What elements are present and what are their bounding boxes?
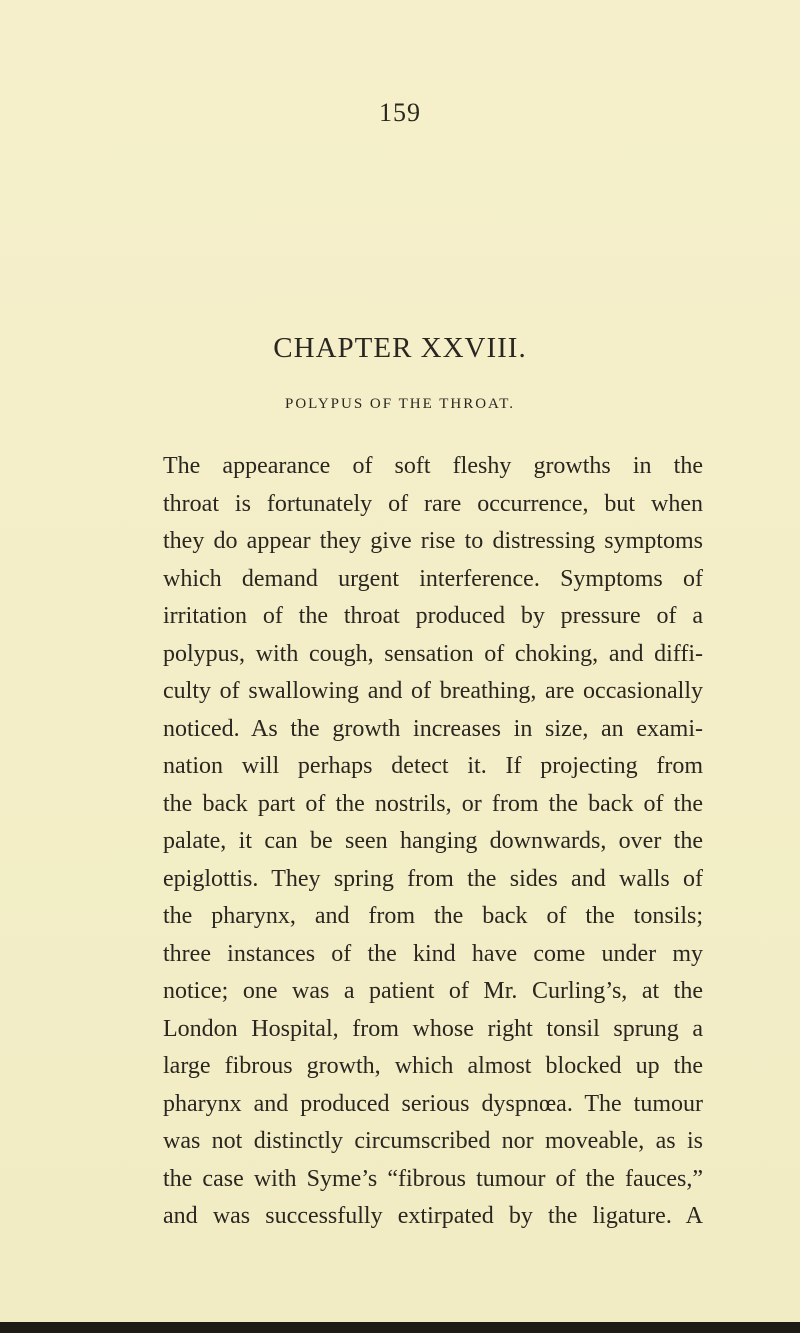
- body-line: the case with Syme’s “fibrous tumour of the fauces,”: [163, 1165, 703, 1192]
- body-line: throat is fortunately of rare occurrence, but when: [163, 490, 703, 517]
- body-line: epiglottis. They spring from the sides and walls of: [163, 865, 703, 892]
- body-line: which demand urgent interference. Symptoms of: [163, 565, 703, 592]
- body-line: pharynx and produced serious dyspnœa. The tumour: [163, 1090, 703, 1117]
- page-number: 159: [379, 98, 421, 127]
- body-line: and was successfully extirpated by the ligature. A: [163, 1203, 703, 1229]
- body-line: London Hospital, from whose right tonsil sprung a: [163, 1015, 703, 1042]
- body-line: they do appear they give rise to distressing symptoms: [163, 528, 703, 554]
- body-line: the pharynx, and from the back of the tonsils;: [163, 903, 703, 929]
- body-line: polypus, with cough, sensation of choking, and diffi-: [163, 640, 703, 667]
- body-line: irritation of the throat produced by pressure of a: [163, 603, 703, 629]
- section-title: POLYPUS OF THE THROAT.: [284, 396, 516, 412]
- body-line: noticed. As the growth increases in size, an exami-: [163, 715, 703, 742]
- body-line: culty of swallowing and of breathing, are occasionally: [163, 678, 703, 704]
- chapter-title: CHAPTER XXVIII.: [273, 332, 527, 364]
- body-line: was not distinctly circumscribed nor moveable, as is: [163, 1128, 703, 1154]
- body-line: the back part of the nostrils, or from the back of the: [163, 790, 703, 817]
- body-text: [163, 448, 703, 1236]
- body-line: nation will perhaps detect it. If projecting from: [163, 753, 703, 779]
- page-bottom-edge: [0, 1322, 800, 1333]
- body-line: notice; one was a patient of Mr. Curling’s, at the: [163, 978, 703, 1004]
- body-line: palate, it can be seen hanging downwards, over the: [163, 828, 703, 854]
- body-line: The appearance of soft fleshy growths in the: [163, 453, 703, 479]
- body-line: large fibrous growth, which almost blocked up the: [163, 1053, 703, 1079]
- body-line: three instances of the kind have come under my: [163, 940, 703, 967]
